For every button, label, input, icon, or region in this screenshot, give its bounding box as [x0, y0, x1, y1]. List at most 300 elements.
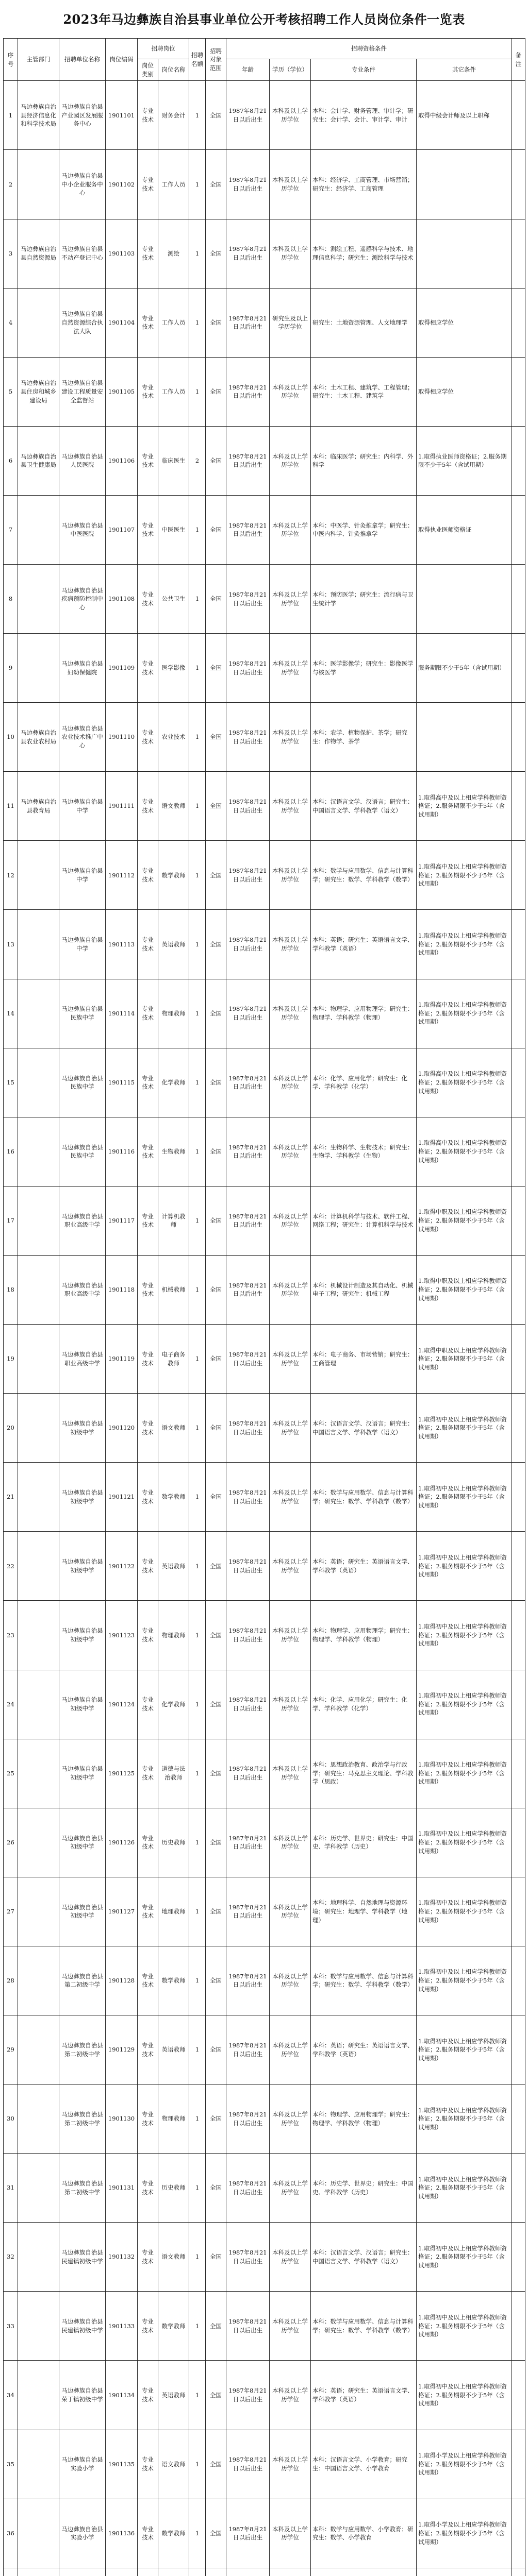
cell-other: 1.取得高中及以上相应学科教师资格证；2.服务期限不少于5年（含试用期）	[417, 772, 512, 841]
cell-unit: 马边彝族自治县自然资源综合执法大队	[59, 288, 106, 357]
cell-age: 1987年8月21日以后出生	[226, 1877, 270, 1946]
cell-seq: 24	[4, 1670, 18, 1739]
cell-other: 1.取得初中及以上相应学科教师资格证；2.服务期限不少于5年（含试用期）	[417, 1394, 512, 1463]
cell-dept	[18, 1808, 59, 1877]
cell-post-code: 1901126	[106, 1808, 138, 1877]
cell-major: 本科：数学与应用数学、信息与计算科学；研究生：数学、学科教学（数学）	[311, 2292, 417, 2361]
cell-age: 1987年8月21日以后出生	[226, 979, 270, 1048]
cell-post-code: 1901115	[106, 1048, 138, 1117]
cell-post-name: 英语教师	[158, 2361, 189, 2430]
cell-scope: 全国	[206, 1670, 226, 1739]
table-row	[4, 1255, 525, 1324]
cell-dept	[18, 2430, 59, 2499]
cell-other: 1.取得初中及以上相应学科教师资格证；2.服务期限不少于5年（含试用期）	[417, 1532, 512, 1601]
cell-other: 服务期限不少于5年（含试用期）	[417, 634, 512, 703]
header-post-cat-sub: 岗位类别	[138, 59, 158, 81]
cell-scope: 全国	[206, 565, 226, 634]
cell-dept	[18, 1394, 59, 1463]
cell-seq: 32	[4, 2223, 18, 2292]
cell-quota: 1	[189, 150, 206, 219]
cell-post-name: 语文教师	[158, 1394, 189, 1463]
table-row	[4, 1117, 525, 1186]
cell-scope: 全国	[206, 2015, 226, 2084]
cell-seq: 28	[4, 1946, 18, 2015]
cell-edu: 本科及以上学历学位	[270, 1739, 311, 1808]
cell-scope: 全国	[206, 1808, 226, 1877]
cell-other: 取得相应学位	[417, 357, 512, 426]
cell-age: 1987年8月21日以后出生	[226, 2430, 270, 2499]
table-row	[4, 2084, 525, 2154]
cell-post-name: 医学影像	[158, 634, 189, 703]
cell-post-cat: 专业技术	[138, 426, 158, 495]
cell-post-cat: 专业技术	[138, 1048, 158, 1117]
cell-scope: 全国	[206, 357, 226, 426]
cell-remark	[512, 2361, 525, 2430]
cell-other: 取得执业医师资格证	[417, 495, 512, 564]
cell-post-code: 1901102	[106, 150, 138, 219]
cell-unit: 马边彝族自治县初级中学	[59, 1394, 106, 1463]
cell-age: 1987年8月21日以后出生	[226, 1808, 270, 1877]
cell-unit: 马边彝族自治县民建镇初级中学	[59, 2223, 106, 2292]
cell-age: 1987年8月21日以后出生	[226, 2292, 270, 2361]
cell-unit: 马边彝族自治县职业高级中学	[59, 1325, 106, 1394]
cell-seq: 23	[4, 1601, 18, 1670]
cell-post-code: 1901129	[106, 2015, 138, 2084]
cell-post-code: 1901133	[106, 2292, 138, 2361]
cell-age: 1987年8月21日以后出生	[226, 1739, 270, 1808]
cell-seq: 35	[4, 2430, 18, 2499]
cell-post-code: 1901116	[106, 1117, 138, 1186]
cell-dept	[18, 1186, 59, 1255]
cell-seq: 19	[4, 1325, 18, 1394]
cell-unit: 马边彝族自治县职业高级中学	[59, 1186, 106, 1255]
cell-post-code: 1901111	[106, 772, 138, 841]
cell-major: 本科：物理学、应用物理学；研究生：物理学、学科教学（物理）	[311, 2084, 417, 2154]
cell-remark	[512, 1255, 525, 1324]
cell-post-cat: 专业技术	[138, 81, 158, 150]
cell-other: 1.取得初中及以上相应学科教师资格证；2.服务期限不少于5年（含试用期）	[417, 2084, 512, 2154]
cell-remark	[512, 1808, 525, 1877]
cell-seq: 13	[4, 910, 18, 979]
cell-seq: 16	[4, 1117, 18, 1186]
cell-post-cat	[138, 2568, 158, 2576]
header-major: 专业条件	[311, 59, 417, 81]
cell-seq	[4, 2568, 18, 2576]
cell-scope: 全国	[206, 219, 226, 288]
cell-quota: 1	[189, 1394, 206, 1463]
cell-post-cat: 专业技术	[138, 2015, 158, 2084]
cell-major: 本科：临床医学；研究生：内科学、外科学	[311, 426, 417, 495]
table-row	[4, 1463, 525, 1532]
cell-post-code: 1901122	[106, 1532, 138, 1601]
cell-age: 1987年8月21日以后出生	[226, 81, 270, 150]
header-unit: 招聘单位名称	[59, 39, 106, 81]
cell-unit: 马边彝族自治县初级中学	[59, 1808, 106, 1877]
cell-age: 1987年8月21日以后出生	[226, 495, 270, 564]
cell-quota: 1	[189, 979, 206, 1048]
cell-seq: 11	[4, 772, 18, 841]
cell-major: 本科：电子商务、市场营销；研究生：工商管理	[311, 1325, 417, 1394]
cell-scope: 全国	[206, 150, 226, 219]
cell-major: 本科：计算机科学与技术、软件工程、网络工程；研究生：计算机科学与技术	[311, 1186, 417, 1255]
cell-major: 本科：英语；研究生：英语语言文学、学科教学（英语）	[311, 1532, 417, 1601]
cell-dept	[18, 2361, 59, 2430]
cell-major: 本科：汉语言文学、汉语言；研究生：中国语言文学、学科教学（语文）	[311, 772, 417, 841]
cell-unit: 马边彝族自治县中学	[59, 841, 106, 910]
cell-seq: 8	[4, 565, 18, 634]
header-post-code: 岗位编码	[106, 39, 138, 81]
cell-seq: 10	[4, 703, 18, 772]
cell-major: 本科：数学与应用数学、小学教育；研究生：数学、小学教育	[311, 2499, 417, 2568]
cell-seq: 30	[4, 2084, 18, 2154]
cell-remark	[512, 1739, 525, 1808]
cell-post-code	[106, 2568, 138, 2576]
cell-scope: 全国	[206, 1601, 226, 1670]
cell-major: 本科：化学、应用化学；研究生：化学、学科教学（化学）	[311, 1670, 417, 1739]
cell-edu: 本科及以上学历学位	[270, 1255, 311, 1324]
cell-post-code: 1901118	[106, 1255, 138, 1324]
cell-seq: 15	[4, 1048, 18, 1117]
cell-dept	[18, 2223, 59, 2292]
table-row	[4, 1325, 525, 1394]
cell-remark	[512, 426, 525, 495]
cell-quota: 1	[189, 1946, 206, 2015]
cell-major: 本科：医学影像学；研究生：影像医学与核医学	[311, 634, 417, 703]
cell-seq: 22	[4, 1532, 18, 1601]
cell-edu: 本科及以上学历学位	[270, 979, 311, 1048]
cell-quota: 2	[189, 426, 206, 495]
cell-major: 本科：预防医学；研究生：流行病与卫生统计学	[311, 565, 417, 634]
cell-seq: 6	[4, 426, 18, 495]
cell-edu: 本科及以上学历学位	[270, 2015, 311, 2084]
cell-edu: 研究生及以上学历学位	[270, 288, 311, 357]
cell-quota: 1	[189, 2154, 206, 2223]
cell-age: 1987年8月21日以后出生	[226, 1394, 270, 1463]
table-row	[4, 495, 525, 564]
cell-quota: 1	[189, 2015, 206, 2084]
cell-post-cat: 专业技术	[138, 219, 158, 288]
cell-post-cat: 专业技术	[138, 1186, 158, 1255]
cell-scope: 全国	[206, 2084, 226, 2154]
cell-quota: 1	[189, 1186, 206, 1255]
cell-age: 1987年8月21日以后出生	[226, 1117, 270, 1186]
cell-post-name: 中医医生	[158, 495, 189, 564]
cell-scope: 全国	[206, 426, 226, 495]
cell-dept	[18, 1463, 59, 1532]
cell-edu: 本科及以上学历学位	[270, 426, 311, 495]
cell-remark	[512, 979, 525, 1048]
cell-remark	[512, 495, 525, 564]
cell-post-code: 1901131	[106, 2154, 138, 2223]
cell-unit: 马边彝族自治县第二初级中学	[59, 1946, 106, 2015]
cell-other: 1.取得初中及以上相应学科教师资格证；2.服务期限不少于5年（含试用期）	[417, 1463, 512, 1532]
cell-dept	[18, 150, 59, 219]
cell-other: 1.取得初中及以上相应学科教师资格证；2.服务期限不少于5年（含试用期）	[417, 1808, 512, 1877]
cell-post-name: 公共卫生	[158, 565, 189, 634]
cell-scope: 全国	[206, 1048, 226, 1117]
cell-seq: 1	[4, 81, 18, 150]
page-title: 2023年马边彝族自治县事业单位公开考核招聘工作人员岗位条件一览表	[63, 12, 465, 27]
table-row	[4, 2568, 525, 2576]
cell-post-name: 临床医生	[158, 426, 189, 495]
cell-post-code: 1901113	[106, 910, 138, 979]
cell-quota	[189, 2568, 206, 2576]
cell-quota: 1	[189, 1877, 206, 1946]
cell-other: 1.取得高中及以上相应学科教师资格证；2.服务期限不少于5年（含试用期）	[417, 1117, 512, 1186]
cell-post-cat: 专业技术	[138, 357, 158, 426]
cell-quota: 1	[189, 1670, 206, 1739]
cell-scope: 全国	[206, 1463, 226, 1532]
cell-post-code: 1901114	[106, 979, 138, 1048]
cell-remark	[512, 1325, 525, 1394]
cell-scope: 全国	[206, 1877, 226, 1946]
cell-post-name: 工作人员	[158, 357, 189, 426]
cell-post-cat: 专业技术	[138, 1463, 158, 1532]
cell-quota: 1	[189, 772, 206, 841]
cell-edu: 本科及以上学历学位	[270, 150, 311, 219]
cell-post-name: 计算机教师	[158, 1186, 189, 1255]
cell-scope: 全国	[206, 841, 226, 910]
cell-other	[417, 565, 512, 634]
cell-seq: 12	[4, 841, 18, 910]
cell-post-cat: 专业技术	[138, 703, 158, 772]
cell-age: 1987年8月21日以后出生	[226, 2084, 270, 2154]
cell-dept	[18, 1601, 59, 1670]
cell-remark	[512, 2084, 525, 2154]
cell-scope: 全国	[206, 1255, 226, 1324]
cell-age: 1987年8月21日以后出生	[226, 426, 270, 495]
cell-age: 1987年8月21日以后出生	[226, 2361, 270, 2430]
cell-post-name: 工作人员	[158, 150, 189, 219]
cell-quota: 1	[189, 2430, 206, 2499]
cell-remark	[512, 1670, 525, 1739]
cell-post-name: 英语教师	[158, 2015, 189, 2084]
cell-unit: 马边彝族自治县第二初级中学	[59, 2015, 106, 2084]
cell-post-name: 物理教师	[158, 1601, 189, 1670]
cell-remark	[512, 1463, 525, 1532]
table-row	[4, 219, 525, 288]
cell-remark	[512, 1877, 525, 1946]
cell-unit: 马边彝族自治县建设工程质量安全监督站	[59, 357, 106, 426]
cell-dept: 马边彝族自治县经济信息化和科学技术局	[18, 81, 59, 150]
cell-edu: 本科及以上学历学位	[270, 2361, 311, 2430]
cell-dept	[18, 565, 59, 634]
cell-post-cat: 专业技术	[138, 1946, 158, 2015]
cell-edu: 本科及以上学历学位	[270, 2292, 311, 2361]
table-row	[4, 1186, 525, 1255]
cell-remark	[512, 357, 525, 426]
header-quota: 招聘名额	[189, 39, 206, 81]
cell-post-name: 英语教师	[158, 910, 189, 979]
table-row	[4, 150, 525, 219]
cell-remark	[512, 2568, 525, 2576]
cell-other: 1.取得初中及以上相应学科教师资格证；2.服务期限不少于5年（含试用期）	[417, 2361, 512, 2430]
cell-remark	[512, 81, 525, 150]
cell-dept	[18, 495, 59, 564]
cell-edu: 本科及以上学历学位	[270, 772, 311, 841]
cell-post-name: 英语教师	[158, 1532, 189, 1601]
cell-post-code: 1901125	[106, 1739, 138, 1808]
cell-age: 1987年8月21日以后出生	[226, 1186, 270, 1255]
cell-scope: 全国	[206, 979, 226, 1048]
cell-edu: 本科及以上学历学位	[270, 219, 311, 288]
cell-edu: 本科及以上学历学位	[270, 1808, 311, 1877]
cell-other: 取得相应学位	[417, 288, 512, 357]
cell-other	[417, 150, 512, 219]
cell-scope: 全国	[206, 1739, 226, 1808]
cell-post-name: 数学教师	[158, 841, 189, 910]
cell-scope: 全国	[206, 1532, 226, 1601]
cell-post-name: 财务会计	[158, 81, 189, 150]
cell-post-code: 1901130	[106, 2084, 138, 2154]
cell-post-cat: 专业技术	[138, 1255, 158, 1324]
cell-post-cat: 专业技术	[138, 1808, 158, 1877]
cell-dept	[18, 634, 59, 703]
cell-post-cat: 专业技术	[138, 772, 158, 841]
header-post-name: 岗位名称	[158, 59, 189, 81]
cell-other: 1.取得高中及以上相应学科教师资格证；2.服务期限不少于5年（含试用期）	[417, 979, 512, 1048]
cell-unit: 马边彝族自治县第二初级中学	[59, 2084, 106, 2154]
cell-other	[417, 219, 512, 288]
cell-quota: 1	[189, 2499, 206, 2568]
cell-post-code: 1901117	[106, 1186, 138, 1255]
cell-post-code: 1901107	[106, 495, 138, 564]
table-row	[4, 2361, 525, 2430]
cell-unit: 马边彝族自治县中学	[59, 910, 106, 979]
table-row	[4, 2154, 525, 2223]
cell-dept	[18, 2084, 59, 2154]
cell-seq: 9	[4, 634, 18, 703]
table-row	[4, 288, 525, 357]
cell-post-cat: 专业技术	[138, 1325, 158, 1394]
cell-major: 本科：汉语言文学、汉语言；研究生：中国语言文学、学科教学（语文）	[311, 1394, 417, 1463]
cell-post-code: 1901112	[106, 841, 138, 910]
cell-post-cat: 专业技术	[138, 150, 158, 219]
cell-age: 1987年8月21日以后出生	[226, 1463, 270, 1532]
cell-edu: 本科及以上学历学位	[270, 634, 311, 703]
cell-post-cat: 专业技术	[138, 910, 158, 979]
cell-post-cat: 专业技术	[138, 1394, 158, 1463]
cell-quota: 1	[189, 1808, 206, 1877]
cell-unit: 马边彝族自治县实验小学	[59, 2499, 106, 2568]
cell-age: 1987年8月21日以后出生	[226, 772, 270, 841]
cell-major: 本科：测绘工程、遥感科学与技术、地理信息科学；研究生：测绘科学与技术	[311, 219, 417, 288]
cell-seq: 33	[4, 2292, 18, 2361]
cell-dept	[18, 1325, 59, 1394]
cell-seq: 3	[4, 219, 18, 288]
cell-post-cat: 专业技术	[138, 2430, 158, 2499]
table-row	[4, 841, 525, 910]
cell-remark	[512, 634, 525, 703]
cell-age: 1987年8月21日以后出生	[226, 1670, 270, 1739]
cell-unit: 马边彝族自治县疾病预防控制中心	[59, 565, 106, 634]
cell-dept: 马边彝族自治县农业农村局	[18, 703, 59, 772]
cell-post-code: 1901136	[106, 2499, 138, 2568]
cell-major: 本科：历史学、世界史；研究生：中国史、学科教学（历史）	[311, 1808, 417, 1877]
cell-scope: 全国	[206, 495, 226, 564]
cell-other: 1.取得高中及以上相应学科教师资格证；2.服务期限不少于5年（含试用期）	[417, 841, 512, 910]
cell-scope: 全国	[206, 1186, 226, 1255]
cell-edu: 本科及以上学历学位	[270, 1325, 311, 1394]
cell-edu: 本科及以上学历学位	[270, 1463, 311, 1532]
cell-post-code: 1901101	[106, 81, 138, 150]
cell-dept	[18, 1532, 59, 1601]
cell-remark	[512, 2154, 525, 2223]
cell-unit: 马边彝族自治县不动产登记中心	[59, 219, 106, 288]
cell-post-name: 生物教师	[158, 1117, 189, 1186]
cell-post-name: 物理教师	[158, 2084, 189, 2154]
cell-dept	[18, 979, 59, 1048]
cell-age: 1987年8月21日以后出生	[226, 219, 270, 288]
cell-remark	[512, 2292, 525, 2361]
cell-post-name: 数学教师	[158, 2499, 189, 2568]
cell-unit: 马边彝族自治县中学	[59, 772, 106, 841]
cell-age	[226, 2568, 270, 2576]
cell-post-cat: 专业技术	[138, 841, 158, 910]
cell-quota: 1	[189, 1117, 206, 1186]
cell-post-code: 1901108	[106, 565, 138, 634]
table-row	[4, 2015, 525, 2084]
cell-unit: 马边彝族自治县产业园区发展服务中心	[59, 81, 106, 150]
table-row	[4, 772, 525, 841]
cell-major: 本科：物理学、应用物理学；研究生：物理学、学科教学（物理）	[311, 979, 417, 1048]
cell-unit: 马边彝族自治县初级中学	[59, 1532, 106, 1601]
cell-scope: 全国	[206, 1325, 226, 1394]
header-other: 其它条件	[417, 59, 512, 81]
cell-edu: 本科及以上学历学位	[270, 703, 311, 772]
cell-major: 本科：历史学、世界史；研究生：中国史、学科教学（历史）	[311, 2154, 417, 2223]
cell-scope	[206, 2568, 226, 2576]
cell-post-cat: 专业技术	[138, 2361, 158, 2430]
cell-quota: 1	[189, 357, 206, 426]
table-row	[4, 1532, 525, 1601]
cell-edu: 本科及以上学历学位	[270, 1117, 311, 1186]
cell-major: 本科：思想政治教育、政治学与行政学；研究生：马克思主义理论、学科教学（思政）	[311, 1739, 417, 1808]
cell-post-cat: 专业技术	[138, 495, 158, 564]
cell-remark	[512, 2430, 525, 2499]
cell-major: 本科：数学与应用数学、信息与计算科学；研究生：数学、学科教学（数学）	[311, 1463, 417, 1532]
cell-major: 本科：汉语言文学、汉语言；研究生：中国语言文学、学科教学（语文）	[311, 2223, 417, 2292]
cell-age: 1987年8月21日以后出生	[226, 703, 270, 772]
cell-remark	[512, 150, 525, 219]
cell-edu: 本科及以上学历学位	[270, 1601, 311, 1670]
cell-unit: 马边彝族自治县初级中学	[59, 1877, 106, 1946]
cell-scope: 全国	[206, 634, 226, 703]
cell-remark	[512, 2223, 525, 2292]
cell-other: 1.取得高中及以上相应学科教师资格证；2.服务期限不少于5年（含试用期）	[417, 1048, 512, 1117]
cell-remark	[512, 2499, 525, 2568]
cell-post-code: 1901105	[106, 357, 138, 426]
cell-major: 本科：英语；研究生：英语语言文学、学科教学（英语）	[311, 910, 417, 979]
cell-post-name	[158, 2568, 189, 2576]
cell-unit: 马边彝族自治县初级中学	[59, 1739, 106, 1808]
cell-unit: 马边彝族自治县民族中学	[59, 1048, 106, 1117]
cell-major: 本科：物理学、应用物理学；研究生：物理学、学科教学（物理）	[311, 1601, 417, 1670]
cell-major: 本科：土木工程、建筑学、工程管理；研究生：土木工程、建筑学	[311, 357, 417, 426]
header-post-cat: 招聘岗位	[138, 39, 189, 59]
cell-other	[417, 703, 512, 772]
cell-post-name: 测绘	[158, 219, 189, 288]
cell-edu: 本科及以上学历学位	[270, 565, 311, 634]
cell-post-code: 1901128	[106, 1946, 138, 2015]
cell-dept: 马边彝族自治县教育局	[18, 772, 59, 841]
cell-dept: 马边彝族自治县住房和城乡建设局	[18, 357, 59, 426]
cell-scope: 全国	[206, 288, 226, 357]
cell-major: 本科：生物科学、生物技术；研究生：生物学、学科教学（生物）	[311, 1117, 417, 1186]
cell-post-name: 地理教师	[158, 1877, 189, 1946]
cell-age: 1987年8月21日以后出生	[226, 150, 270, 219]
cell-scope: 全国	[206, 910, 226, 979]
